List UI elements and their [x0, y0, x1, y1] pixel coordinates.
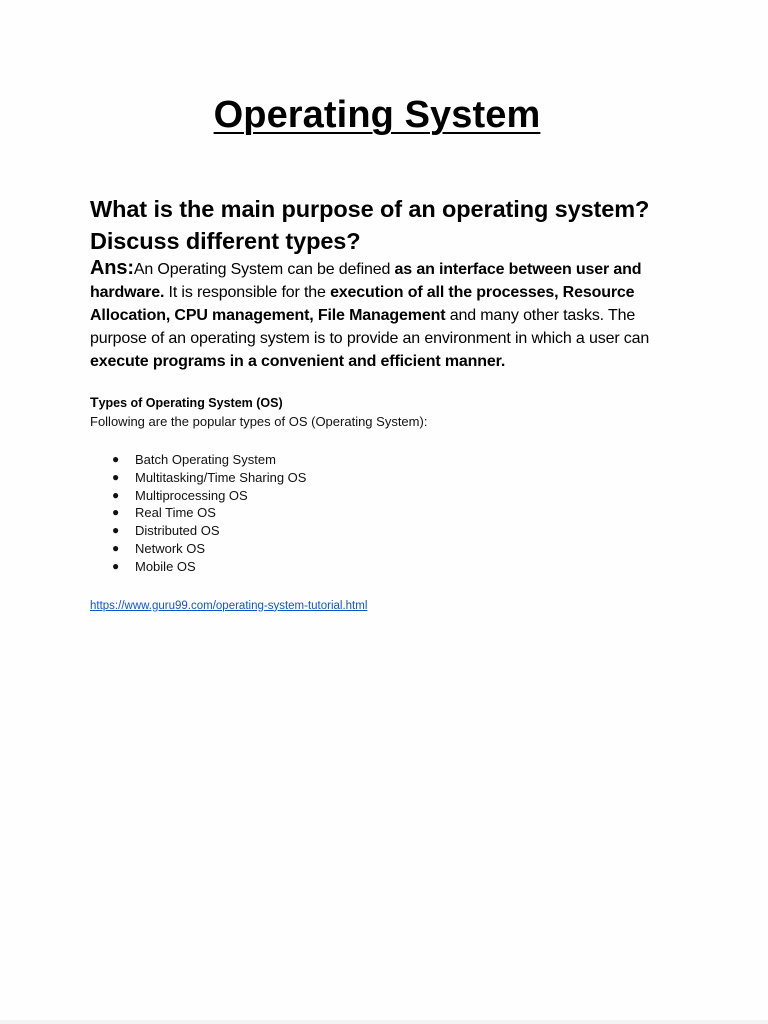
list-item-label: Multiprocessing OS — [135, 487, 248, 503]
answer-bold-1: as an interface between user and hardware. — [90, 261, 642, 301]
list-item — [112, 469, 690, 487]
list-item — [112, 558, 690, 576]
page-bottom-divider — [0, 1020, 768, 1024]
list-item — [112, 487, 690, 505]
list-item-label: Network OS — [135, 540, 206, 556]
list-item-label: Batch Operating System — [135, 452, 276, 467]
answer-bold-3: execute programs in a convenient and efficient manner. — [90, 353, 506, 370]
list-item-label: Real Time OS — [135, 505, 216, 521]
bullet-icon: ● — [112, 540, 120, 555]
list-item-label: Mobile OS — [135, 558, 196, 574]
bullet-icon: ● — [112, 505, 120, 520]
bullet-icon: ● — [112, 452, 120, 466]
list-item — [112, 522, 690, 540]
types-heading — [90, 393, 690, 412]
list-item — [112, 540, 690, 558]
document-title: Operating System — [213, 94, 541, 136]
answer-text-2: It is responsible for the — [164, 284, 331, 301]
answer-lead: Ans: — [90, 257, 134, 279]
types-heading-rest: ypes of Operating System (OS) — [98, 396, 283, 410]
list-item — [112, 504, 690, 522]
list-item — [112, 451, 690, 469]
types-intro: Following are the popular types of OS (Operating System): — [90, 414, 428, 429]
bullet-icon: ● — [112, 487, 120, 502]
bullet-icon: ● — [112, 558, 120, 573]
question-heading: What is the main purpose of an operating system? Discuss different types? — [90, 196, 650, 254]
list-item-label: Multitasking/Time Sharing OS — [135, 469, 307, 485]
bullet-icon: ● — [112, 469, 120, 484]
answer-text-1: An Operating System can be defined — [133, 261, 395, 278]
source-link[interactable]: https://www.guru99.com/operating-system-tutorial.html — [90, 599, 368, 612]
types-heading-initial: T — [90, 394, 99, 410]
answer-bold-2: execution of all the processes, Resource Allocation, CPU management, File Management — [90, 284, 635, 324]
answer-text-3: and many other tasks. The purpose of an operating system is to provide an environment in which a user can — [90, 307, 650, 347]
answer-paragraph — [90, 257, 690, 373]
os-types-list — [90, 451, 690, 576]
bullet-icon: ● — [112, 523, 120, 538]
list-item-label: Distributed OS — [135, 523, 220, 539]
document-body — [90, 193, 690, 614]
